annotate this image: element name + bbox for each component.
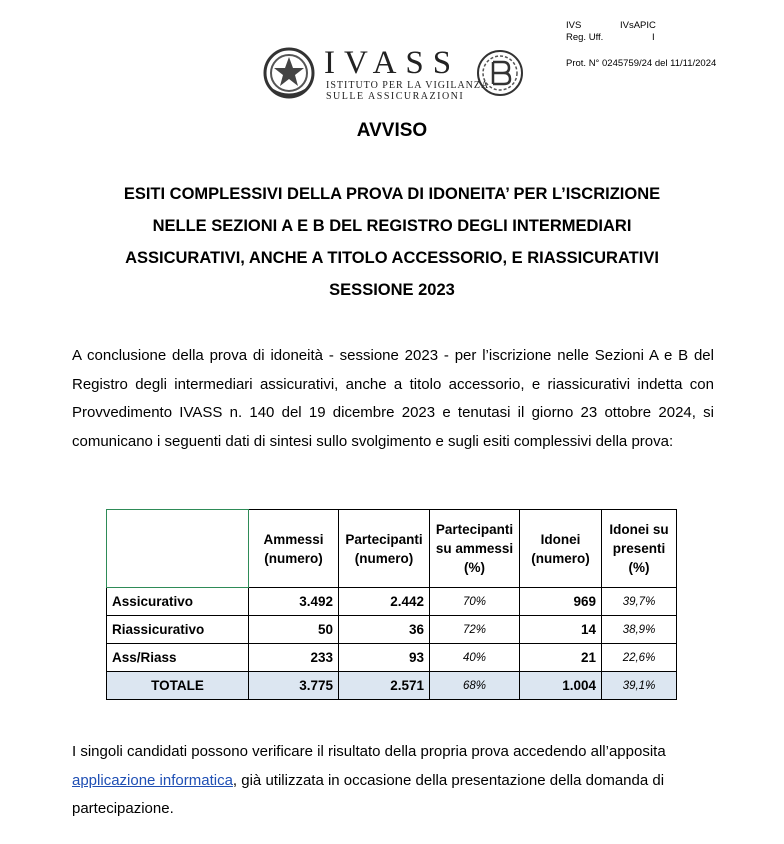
heading-line-4: SESSIONE 2023 — [329, 281, 455, 299]
cell-partecipanti: 36 — [339, 616, 430, 644]
total-label: TOTALE — [107, 672, 249, 700]
closing-text-end: , già utilizzata in occasione della presentazione della domanda di partecipazione. — [72, 771, 665, 817]
table-row — [107, 616, 677, 644]
heading-line-2: NELLE SEZIONI A E B DEL REGISTRO DEGLI INTERMEDIARI — [152, 217, 632, 235]
cell-partecipanti: 93 — [339, 644, 430, 672]
document-heading — [60, 178, 724, 306]
cell-idonei-pct: 39,7% — [602, 588, 677, 616]
table-row — [107, 588, 677, 616]
notice-title: AVVISO — [356, 120, 428, 141]
table-corner-cell — [107, 510, 249, 588]
cell-idonei: 14 — [520, 616, 602, 644]
intro-paragraph: A conclusione della prova di idoneità - sessione 2023 - per l’iscrizione nelle Sezioni A e B del Registro degli intermediari assicurativi, anche a titolo accessorio, e riassicurativi indetta con Provvedimento IVASS n. 140 del 19 dicembre 2023 e tenutasi il giorno 23 ottobre 2024, si comunicano i seguenti dati di sintesi sullo svolgimento e sugli esiti complessivi della prova: — [72, 347, 714, 450]
logo-wordmark: IVASS — [324, 45, 461, 81]
header-partecipanti-su-ammessi: Partecipanti su ammessi (%) — [430, 510, 520, 588]
results-table — [106, 509, 677, 700]
closing-paragraph — [72, 738, 714, 824]
table-total-row — [107, 672, 677, 700]
protocol-number: Prot. N° 0245759/24 del 11/11/2024 — [566, 58, 717, 69]
logo-subtitle-1: ISTITUTO PER LA VIGILANZA — [326, 80, 490, 91]
cell-idonei: 969 — [520, 588, 602, 616]
header-ammessi: Ammessi (numero) — [249, 510, 339, 588]
cell-partecipanti-pct: 40% — [430, 644, 520, 672]
cell-idonei-pct: 38,9% — [602, 616, 677, 644]
ivs-label: IVS — [566, 20, 582, 31]
cell-partecipanti: 2.442 — [339, 588, 430, 616]
total-idonei: 1.004 — [520, 672, 602, 700]
row-label: Riassicurativo — [107, 616, 249, 644]
header-partecipanti: Partecipanti (numero) — [339, 510, 430, 588]
cell-ammessi: 3.492 — [249, 588, 339, 616]
total-partecipanti-pct: 68% — [430, 672, 520, 700]
heading-line-1: ESITI COMPLESSIVI DELLA PROVA DI IDONEITA’ PER L’ISCRIZIONE — [123, 185, 661, 203]
cell-partecipanti-pct: 70% — [430, 588, 520, 616]
cell-idonei-pct: 22,6% — [602, 644, 677, 672]
cell-idonei: 21 — [520, 644, 602, 672]
reg-label: Reg. Uff. — [566, 32, 604, 43]
cell-ammessi: 50 — [249, 616, 339, 644]
row-label: Assicurativo — [107, 588, 249, 616]
total-idonei-pct: 39,1% — [602, 672, 677, 700]
header-idonei: Idonei (numero) — [520, 510, 602, 588]
closing-text-start: I singoli candidati possono verificare il risultato della propria prova accedendo all’apposita — [72, 743, 666, 760]
logo-subtitle-2: SULLE ASSICURAZIONI — [326, 91, 465, 102]
application-link[interactable]: applicazione informatica — [72, 771, 233, 789]
table-row — [107, 644, 677, 672]
republic-emblem-icon — [262, 46, 316, 100]
reg-value: I — [652, 32, 655, 43]
document-meta — [566, 20, 656, 44]
table-header-row — [107, 510, 677, 588]
cell-ammessi: 233 — [249, 644, 339, 672]
total-partecipanti: 2.571 — [339, 672, 430, 700]
total-ammessi: 3.775 — [249, 672, 339, 700]
heading-line-3: ASSICURATIVI, ANCHE A TITOLO ACCESSORIO, E RIASSICURATIVI — [125, 249, 659, 267]
cell-partecipanti-pct: 72% — [430, 616, 520, 644]
bank-of-italy-seal-icon — [475, 48, 525, 98]
row-label: Ass/Riass — [107, 644, 249, 672]
ivs-value: IVsAPIC — [620, 20, 656, 31]
header-idonei-su-presenti: Idonei su presenti (%) — [602, 510, 677, 588]
ivass-logo — [262, 44, 552, 104]
